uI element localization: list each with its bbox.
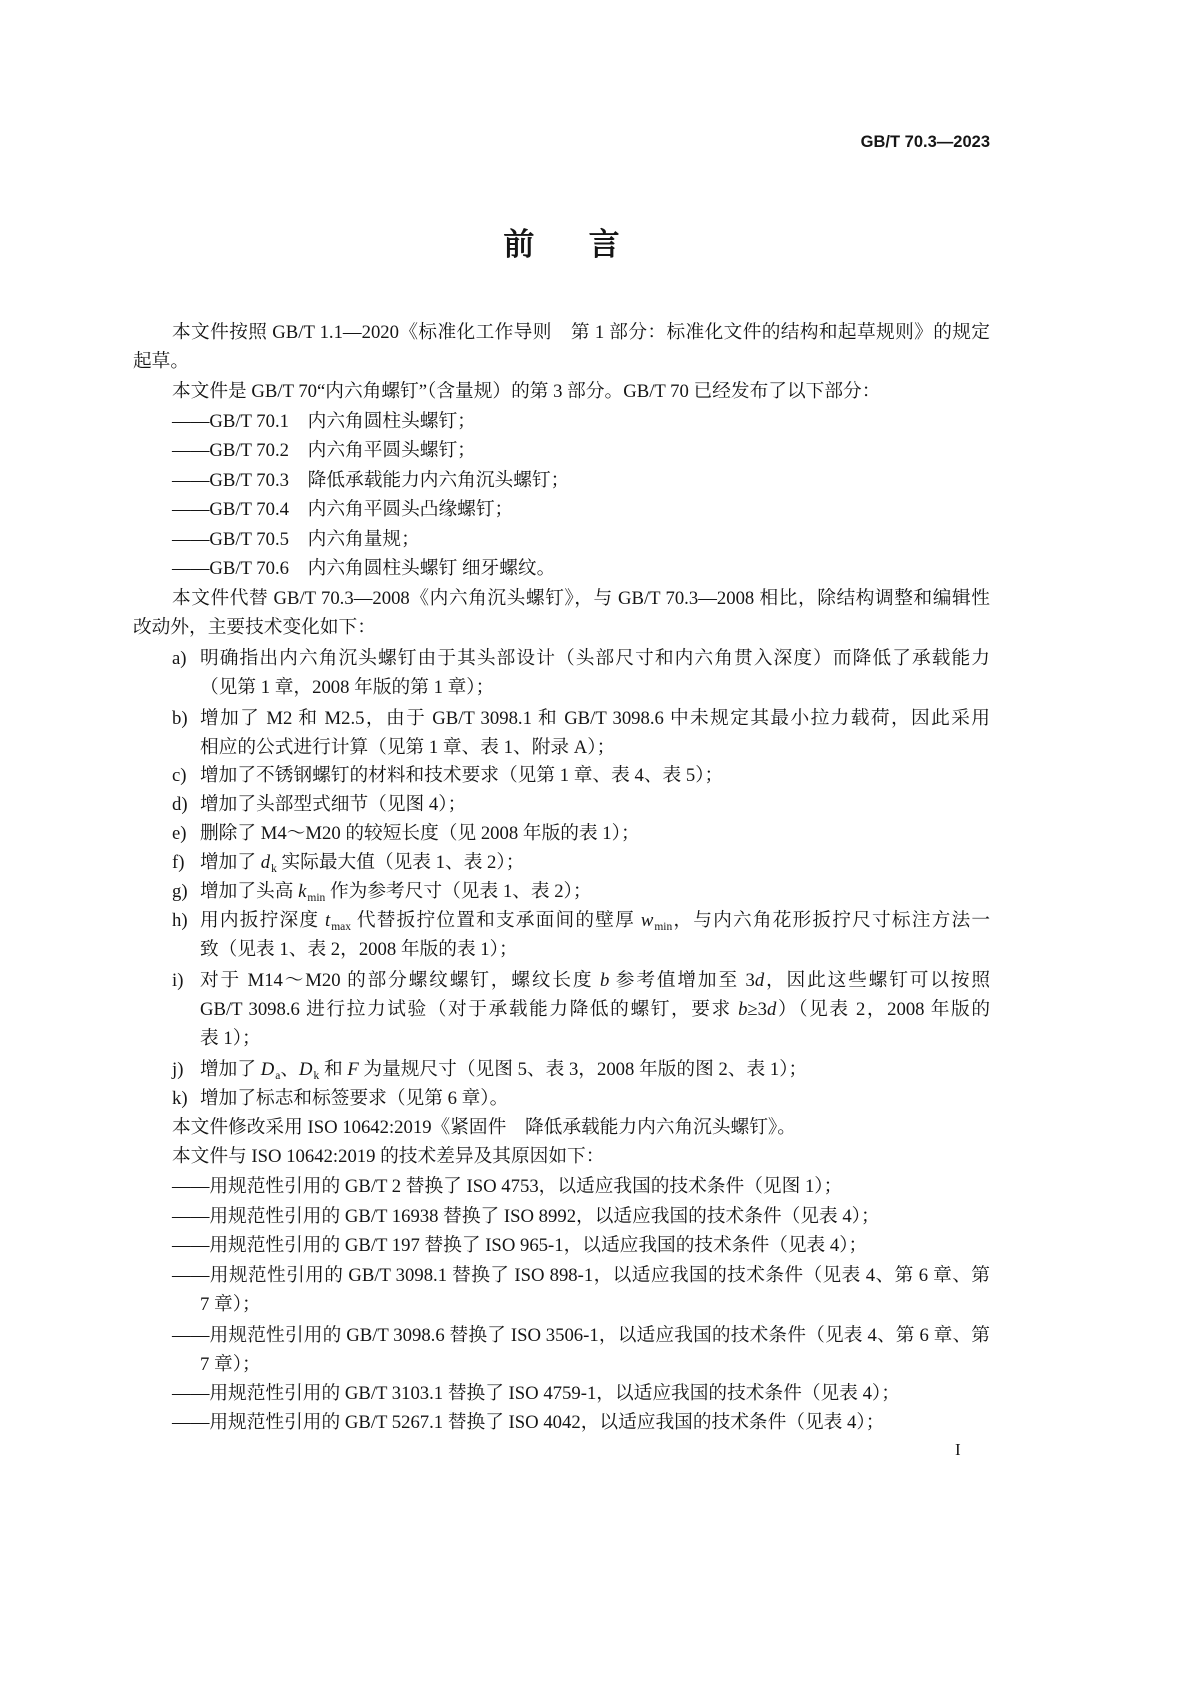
text-segment: 对于 M14～M20 的部分螺纹螺钉，螺纹长度 — [200, 970, 600, 991]
symbol-b: b — [599, 970, 610, 991]
list-item: ——用规范性引用的 GB/T 16938 替换了 ISO 8992，以适应我国的技术条件（见表 4）； — [172, 1206, 880, 1227]
item-label: b) — [172, 708, 188, 729]
list-item: ——用规范性引用的 GB/T 197 替换了 ISO 965-1，以适应我国的技术条件（见表 4）； — [172, 1235, 868, 1256]
item-label: a) — [172, 648, 187, 669]
item-line: ——用规范性引用的 GB/T 3098.6 替换了 ISO 3506-1，以适应我国的技术条件（见表 4、第 6 章、第 — [172, 1325, 990, 1346]
item-label: g) — [172, 881, 188, 902]
text-segment: ）（见表 2，2008 年版的 — [776, 999, 991, 1020]
paragraph-line: 本文件代替 GB/T 70.3—2008《内六角沉头螺钉》，与 GB/T 70.3—2008 相比，除结构调整和编辑性 — [172, 588, 990, 609]
text-segment: 为量规尺寸（见图 5、表 3，2008 年版的图 2、表 1）； — [358, 1059, 808, 1080]
item-line: 增加了不锈钢螺钉的材料和技术要求（见第 1 章、表 4、表 5）； — [200, 765, 724, 786]
page-title: 前言 — [503, 227, 674, 262]
paragraph-line: 改动外，主要技术变化如下： — [133, 617, 376, 638]
paragraph-line: 起草。 — [133, 351, 190, 372]
text-segment: 增加了 — [200, 852, 261, 873]
list-item: ——用规范性引用的 GB/T 3103.1 替换了 ISO 4759-1，以适应我国的技术条件（见表 4）； — [172, 1383, 900, 1404]
symbol-D: D — [299, 1059, 313, 1080]
item-label: e) — [172, 823, 187, 844]
item-line: 明确指出内六角沉头螺钉由于其头部设计（头部尺寸和内六角贯入深度）而降低了承载能力 — [200, 648, 990, 669]
item-line — [200, 877, 592, 907]
text-segment: 、 — [280, 1059, 300, 1080]
item-line: 7 章）； — [200, 1294, 261, 1315]
symbol-t: t — [325, 910, 331, 931]
item-label: i) — [172, 970, 184, 991]
text-segment: 增加了 — [200, 1059, 261, 1080]
item-label: c) — [172, 765, 187, 786]
subscript: k — [271, 863, 277, 875]
item-line: 增加了头部型式细节（见图 4）； — [200, 794, 467, 815]
item-label: d) — [172, 794, 188, 815]
text-segment: 作为参考尺寸（见表 1、表 2）； — [325, 881, 592, 902]
symbol-k: k — [298, 881, 307, 902]
item-line — [200, 906, 990, 936]
text-segment: 用内扳拧深度 — [200, 910, 326, 931]
list-item: ——GB/T 70.4 内六角平圆头凸缘螺钉； — [172, 499, 514, 520]
symbol-F: F — [347, 1059, 359, 1080]
text-segment: GB/T 3098.6 进行拉力试验（对于承载能力降低的螺钉，要求 — [200, 999, 739, 1020]
list-item: ——GB/T 70.3 降低承载能力内六角沉头螺钉； — [172, 470, 570, 491]
differences-intro-paragraph: 本文件与 ISO 10642:2019 的技术差异及其原因如下： — [172, 1146, 605, 1167]
item-line: 7 章）； — [200, 1354, 261, 1375]
symbol-w: w — [640, 910, 654, 931]
standard-number: GB/T 70.3—2023 — [860, 133, 990, 151]
item-line: 致（见表 1、表 2，2008 年版的表 1）； — [200, 939, 518, 960]
text-segment: 代替扳拧位置和支承面间的壁厚 — [351, 910, 641, 931]
subscript: max — [331, 921, 352, 933]
subscript: k — [313, 1070, 320, 1082]
text-segment: 和 — [319, 1059, 348, 1080]
text-segment: ，因此这些螺钉可以按照 — [764, 970, 991, 991]
adoption-paragraph: 本文件修改采用 ISO 10642:2019《紧固件 降低承载能力内六角沉头螺钉》。 — [172, 1117, 796, 1138]
list-item: ——用规范性引用的 GB/T 5267.1 替换了 ISO 4042，以适应我国的技术条件（见表 4）； — [172, 1412, 885, 1433]
paragraph-line: 本文件按照 GB/T 1.1—2020《标准化工作导则 第 1 部分：标准化文件的结构和起草规则》的规定 — [172, 322, 990, 343]
item-line — [200, 1055, 807, 1085]
text-segment: 参考值增加至 3 — [609, 970, 755, 991]
item-line: 增加了标志和标签要求（见第 6 章）。 — [200, 1088, 509, 1109]
text-segment: 实际最大值（见表 1、表 2）； — [276, 852, 525, 873]
symbol-D: D — [260, 1059, 275, 1080]
item-line: 删除了 M4～M20 的较短长度（见 2008 年版的表 1）； — [200, 823, 640, 844]
list-item: ——GB/T 70.5 内六角量规； — [172, 529, 420, 550]
symbol-d: d — [754, 970, 765, 991]
item-line — [200, 966, 990, 996]
series-intro-paragraph: 本文件是 GB/T 70“内六角螺钉”（含量规）的第 3 部分。GB/T 70 已经发布了以下部分： — [172, 381, 881, 402]
text-segment: ≥3 — [747, 999, 768, 1020]
item-label: j) — [172, 1059, 184, 1080]
item-label: k) — [172, 1088, 188, 1109]
item-line: 表 1）； — [200, 1028, 261, 1049]
list-item: ——GB/T 70.6 内六角圆柱头螺钉 细牙螺纹。 — [172, 558, 556, 579]
text-segment: 增加了头高 — [200, 881, 299, 902]
item-line: 相应的公式进行计算（见第 1 章、表 1、附录 A）； — [200, 737, 616, 758]
subscript: a — [275, 1070, 281, 1082]
item-line — [200, 995, 990, 1025]
list-item: ——GB/T 70.1 内六角圆柱头螺钉； — [172, 411, 476, 432]
item-label: h) — [172, 910, 188, 931]
list-item: ——用规范性引用的 GB/T 2 替换了 ISO 4753，以适应我国的技术条件（见图 1）； — [172, 1176, 843, 1197]
symbol-d: d — [260, 852, 271, 873]
item-line: 增加了 M2 和 M2.5，由于 GB/T 3098.1 和 GB/T 3098.6 中未规定其最小拉力载荷，因此采用 — [200, 708, 990, 729]
item-label: f) — [172, 852, 185, 873]
subscript: min — [307, 892, 326, 904]
item-line: （见第 1 章，2008 年版的第 1 章）； — [200, 677, 495, 698]
page-number: I — [955, 1440, 961, 1459]
list-item: ——GB/T 70.2 内六角平圆头螺钉； — [172, 440, 476, 461]
item-line — [200, 848, 524, 878]
item-line: ——用规范性引用的 GB/T 3098.1 替换了 ISO 898-1，以适应我国的技术条件（见表 4、第 6 章、第 — [172, 1265, 990, 1286]
text-segment: ，与内六角花形扳拧尺寸标注方法一 — [672, 910, 991, 931]
subscript: min — [654, 921, 673, 933]
symbol-d: d — [767, 999, 777, 1020]
symbol-b: b — [738, 999, 748, 1020]
